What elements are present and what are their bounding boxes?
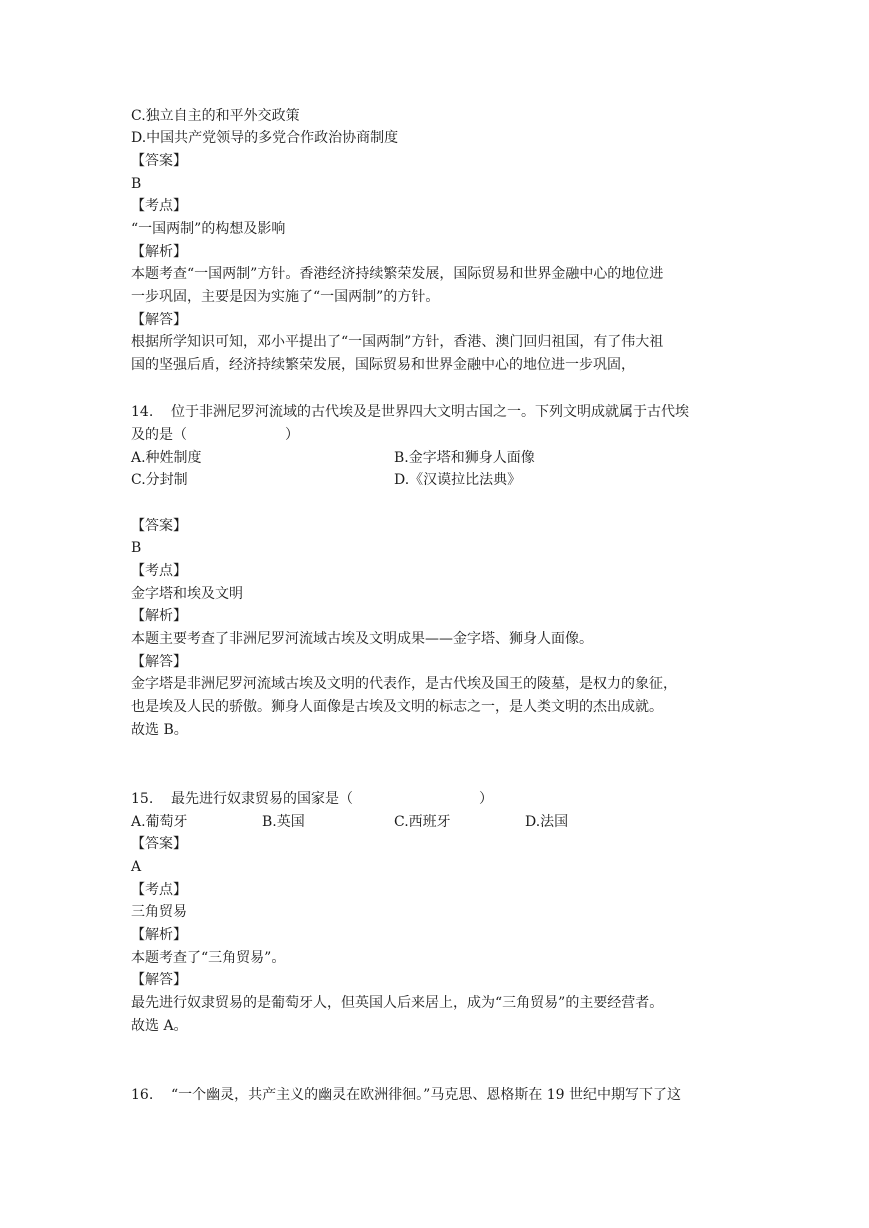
q14-solution-line-3: 故选 B。 [131,722,188,738]
q13-analysis-label: 【解析】 [131,244,187,260]
q13-solution-label: 【解答】 [131,312,187,328]
q13-solution-line-1: 根据所学知识可知，邓小平提出了“一国两制”方针，香港、澳门回归祖国，有了伟大祖 [131,334,664,350]
q15-answer-label: 【答案】 [131,836,187,852]
q15-point: 三角贸易 [131,904,187,920]
q14-point: 金字塔和埃及文明 [131,586,243,602]
q14-stem-line-2: 及的是（ ） [131,427,299,443]
q14-solution-label: 【解答】 [131,654,187,670]
q14-option-c: C.分封制 [131,472,188,488]
q16-stem-text: “一个幽灵，共产主义的幽灵在欧洲徘徊。”马克思、恩格斯在 19 世纪中期写下了这 [171,1087,682,1103]
q14-option-a: A.种姓制度 [131,450,202,466]
q15-stem-text: 最先进行奴隶贸易的国家是（ ） [171,791,493,807]
q13-answer: B [131,176,142,192]
q14-point-label: 【考点】 [131,563,187,579]
q14-number: 14. [131,404,154,420]
q15-option-d: D.法国 [525,814,569,830]
q13-option-d: D.中国共产党领导的多党合作政治协商制度 [131,130,399,146]
q14-solution-line-1: 金字塔是非洲尼罗河流域古埃及文明的代表作，是古代埃及国王的陵墓，是权力的象征， [131,676,677,692]
q16-stem-line-1 [131,1085,681,1105]
q13-solution-line-2: 国的坚强后盾，经济持续繁荣发展，国际贸易和世界金融中心的地位进一步巩固， [131,357,635,373]
q16-number: 16. [131,1087,154,1103]
q15-solution-line-1: 最先进行奴隶贸易的是葡萄牙人，但英国人后来居上，成为“三角贸易”的主要经营者。 [131,995,664,1011]
q14-analysis-line-1: 本题主要考查了非洲尼罗河流域古埃及文明成果——金字塔、狮身人面像。 [131,631,593,647]
q13-option-c: C.独立自主的和平外交政策 [131,108,300,124]
q13-analysis-line-1: 本题考查“一国两制”方针。香港经济持续繁荣发展，国际贸易和世界金融中心的地位进 [131,266,664,282]
q14-stem-line-1 [131,402,689,422]
q15-point-label: 【考点】 [131,882,187,898]
q13-point-label: 【考点】 [131,198,187,214]
q15-analysis-line-1: 本题考查了“三角贸易”。 [131,950,286,966]
q15-solution-line-2: 故选 A。 [131,1018,188,1034]
q15-number: 15. [131,791,154,807]
q14-solution-line-2: 也是埃及人民的骄傲。狮身人面像是古埃及文明的标志之一，是人类文明的杰出成就。 [131,699,663,715]
q15-option-c: C.西班牙 [394,814,451,830]
q14-answer: B [131,540,142,556]
q14-answer-label: 【答案】 [131,518,187,534]
q14-option-b: B.金字塔和狮身人面像 [394,450,535,466]
q14-analysis-label: 【解析】 [131,608,187,624]
q13-answer-label: 【答案】 [131,153,187,169]
q13-analysis-line-2: 一步巩固，主要是因为实施了“一国两制”的方针。 [131,289,440,305]
q14-option-d: D.《汉谟拉比法典》 [394,472,522,488]
q13-point: “一国两制”的构想及影响 [131,221,286,237]
q15-option-b: B.英国 [262,814,305,830]
q15-solution-label: 【解答】 [131,972,187,988]
q15-analysis-label: 【解析】 [131,927,187,943]
q14-stem-text: 位于非洲尼罗河流域的古代埃及是世界四大文明古国之一。下列文明成就属于古代埃 [171,404,689,420]
q15-option-a: A.葡萄牙 [131,814,188,830]
q15-answer: A [131,859,142,875]
q15-stem-line-1 [131,789,493,809]
